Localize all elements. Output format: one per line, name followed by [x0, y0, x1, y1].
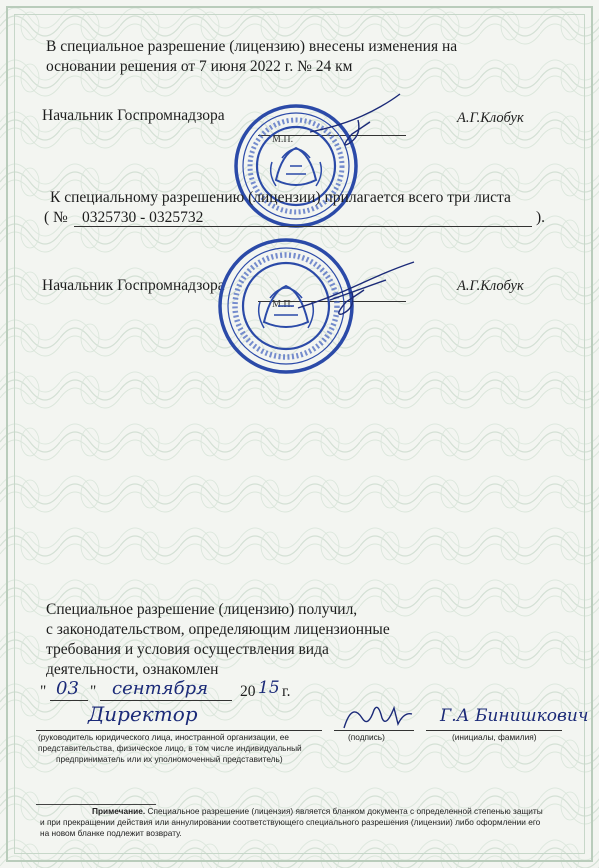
official-title-2: Начальник Госпромнадзора: [42, 277, 225, 294]
note-line-1: Специальное разрешение (лицензия) является бланком документа с определенной степенью защиты: [147, 806, 543, 816]
recipient-signature: [338, 698, 418, 734]
sheets-suffix: ).: [536, 209, 546, 226]
caption-signature: (подпись): [348, 732, 385, 742]
official-name-2: А.Г.Клобук: [457, 278, 524, 294]
name-line: [426, 730, 562, 731]
note-label: Примечание.: [92, 806, 146, 816]
name-handwritten: Г.А Бинишкович: [440, 706, 589, 726]
date-year-suffix: 15: [258, 678, 280, 698]
handwritten-signature-2: [290, 252, 420, 324]
caption-name: (инициалы, фамилия): [452, 732, 537, 742]
date-year-unit: г.: [282, 683, 291, 700]
official-name-1: А.Г.Клобук: [457, 110, 524, 126]
date-day: 03: [56, 678, 79, 699]
caption-position-2: представительства, физическое лицо, в том числе индивидуальный: [38, 743, 302, 753]
position-handwritten: Директор: [88, 702, 198, 726]
sheets-numbers: 0325730 - 0325732: [82, 209, 204, 226]
date-year-prefix: 20: [240, 683, 256, 700]
caption-position-3: предприниматель или их уполномоченный представитель): [56, 754, 283, 764]
amendment-line-2: основании решения от 7 июня 2022 г. № 24 км: [46, 58, 353, 75]
signature-line-recipient: [334, 730, 414, 731]
date-month-underline: [100, 700, 232, 701]
note-separator: [36, 804, 156, 805]
receipt-line-3: требования и условия осуществления вида: [46, 641, 329, 658]
note-line-3: на новом бланке подлежит возврату.: [40, 828, 182, 838]
caption-position-1: (руководитель юридического лица, иностранной организации, ее: [38, 732, 290, 742]
handwritten-signature-1: [300, 86, 410, 156]
date-month: сентября: [112, 678, 209, 699]
date-close-quote: ": [90, 683, 97, 700]
receipt-line-2: с законодательством, определяющим лицензионные: [46, 621, 390, 638]
sheets-statement: К специальному разрешению (лицензии) прилагается всего три листа: [50, 189, 511, 206]
date-open-quote: ": [40, 683, 47, 700]
receipt-line-1: Специальное разрешение (лицензию) получил,: [46, 601, 358, 618]
note-line-2: и при прекращении действия или аннулировании соответствующего специального разрешения (лицензии) либо оформлении его: [40, 817, 541, 827]
position-line: [36, 730, 322, 731]
date-day-underline: [50, 700, 88, 701]
note-first-line: [92, 806, 543, 817]
amendment-line-1: В специальное разрешение (лицензию) внесены изменения на: [46, 38, 458, 55]
sheets-underline: [74, 226, 532, 227]
receipt-line-4: деятельности, ознакомлен: [46, 661, 219, 678]
sheets-prefix: ( №: [44, 209, 68, 226]
stamp-place-label-2: М.П.: [272, 299, 294, 310]
official-title-1: Начальник Госпромнадзора: [42, 107, 225, 124]
stamp-place-label-1: М.П.: [272, 134, 294, 145]
